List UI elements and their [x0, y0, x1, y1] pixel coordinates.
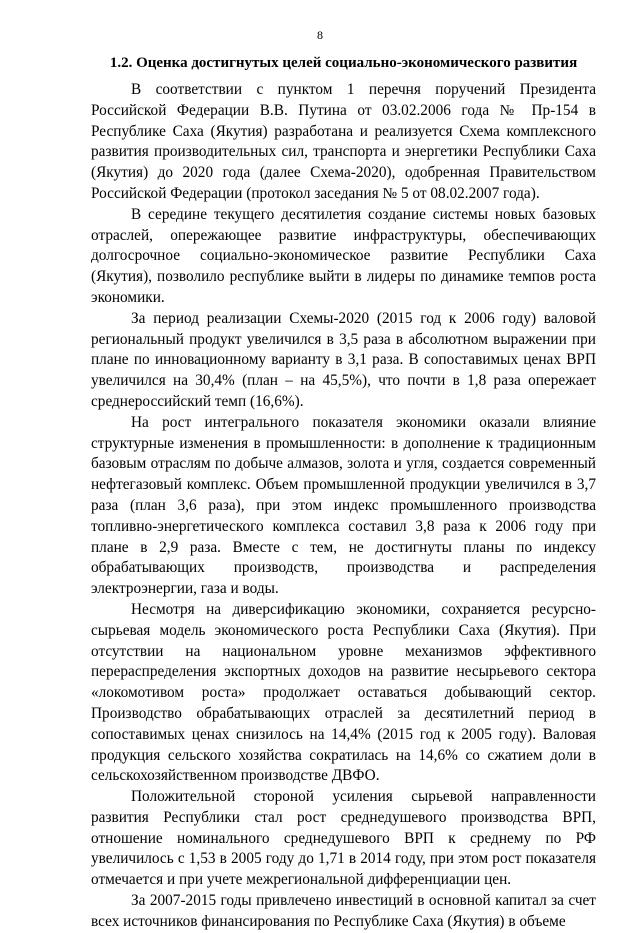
paragraph-4: На рост интегрального показателя экономики оказали влияние структурные изменения в промышленности: в дополнение к традиционным базовым отраслям по добыче алмазов, золота и угля, создается современный нефтегазовый комплекс. Объем промышленной продукции увеличился в 3,7 раза (план 3,6 раза), при этом индекс промышленного производства топливно-энергетического комплекса составил 3,8 раза к 2006 году при плане в 2,9 раза. Вместе с тем, не достигнуты планы по индексу обрабатывающих производств, производства и распределения электроэнергии, газа и воды.: [91, 413, 596, 598]
page-number: 8: [317, 28, 323, 42]
paragraph-2: В середине текущего десятилетия создание системы новых базовых отраслей, опережающее развитие инфраструктуры, обеспечивающих долгосрочное социально-экономическое развитие Республики Саха (Якутия), позволило республике выйти в лидеры по динамике темпов роста экономики.: [91, 205, 596, 306]
paragraph-1: В соответствии с пунктом 1 перечня поручений Президента Российской Федерации В.В. Путина от 03.02.2006 года № Пр-154 в Республике Саха (Якутия) разработана и реализуется Схема комплексного развития производительных сил, транспорта и энергетики Республики Саха (Якутия) до 2020 года (далее Схема-2020), одобренная Правительством Российской Федерации (протокол заседания № 5 от 08.02.2007 года).: [91, 81, 596, 202]
paragraph-7: За 2007-2015 годы привлечено инвестиций в основной капитал за счет всех источников финансирования по Республике Саха (Якутия) в объеме: [91, 892, 596, 930]
section-heading: 1.2. Оценка достигнутых целей социально-экономического развития: [109, 55, 578, 71]
paragraph-5: Несмотря на диверсификацию экономики, сохраняется ресурсно-сырьевая модель экономического роста Республики Саха (Якутия). При отсутствии на национальном уровне механизмов эффективного перераспределения экспортных доходов на развитие несырьевого сектора «локомотивом роста» продолжает оставаться добывающий сектор. Производство обрабатывающих отраслей за десятилетний период в сопоставимых ценах снизилось на 14,4% (2015 год к 2005 году). Валовая продукция сельского хозяйства сократилась на 14,6% со сжатием доли в сельскохозяйственном производстве ДВФО.: [91, 600, 596, 785]
paragraph-3: За период реализации Схемы-2020 (2015 год к 2006 году) валовой региональный продукт увеличился в 3,5 раза в абсолютном выражении при плане по инновационному варианту в 3,1 раза. В сопоставимых ценах ВРП увеличился на 30,4% (план – на 45,5%), что почти в 1,8 раза опережает среднероссийский темп (16,6%).: [91, 309, 596, 410]
document-body: [91, 54, 596, 933]
paragraph-6: Положительной стороной усиления сырьевой направленности развития Республики стал рост среднедушевого производства ВРП, отношение номинального среднедушевого ВРП к среднему по РФ увеличилось с 1,53 в 2005 году до 1,71 в 2014 году, при этом рост показателя отмечается и при учете межрегиональной дифференциации цен.: [91, 788, 596, 889]
